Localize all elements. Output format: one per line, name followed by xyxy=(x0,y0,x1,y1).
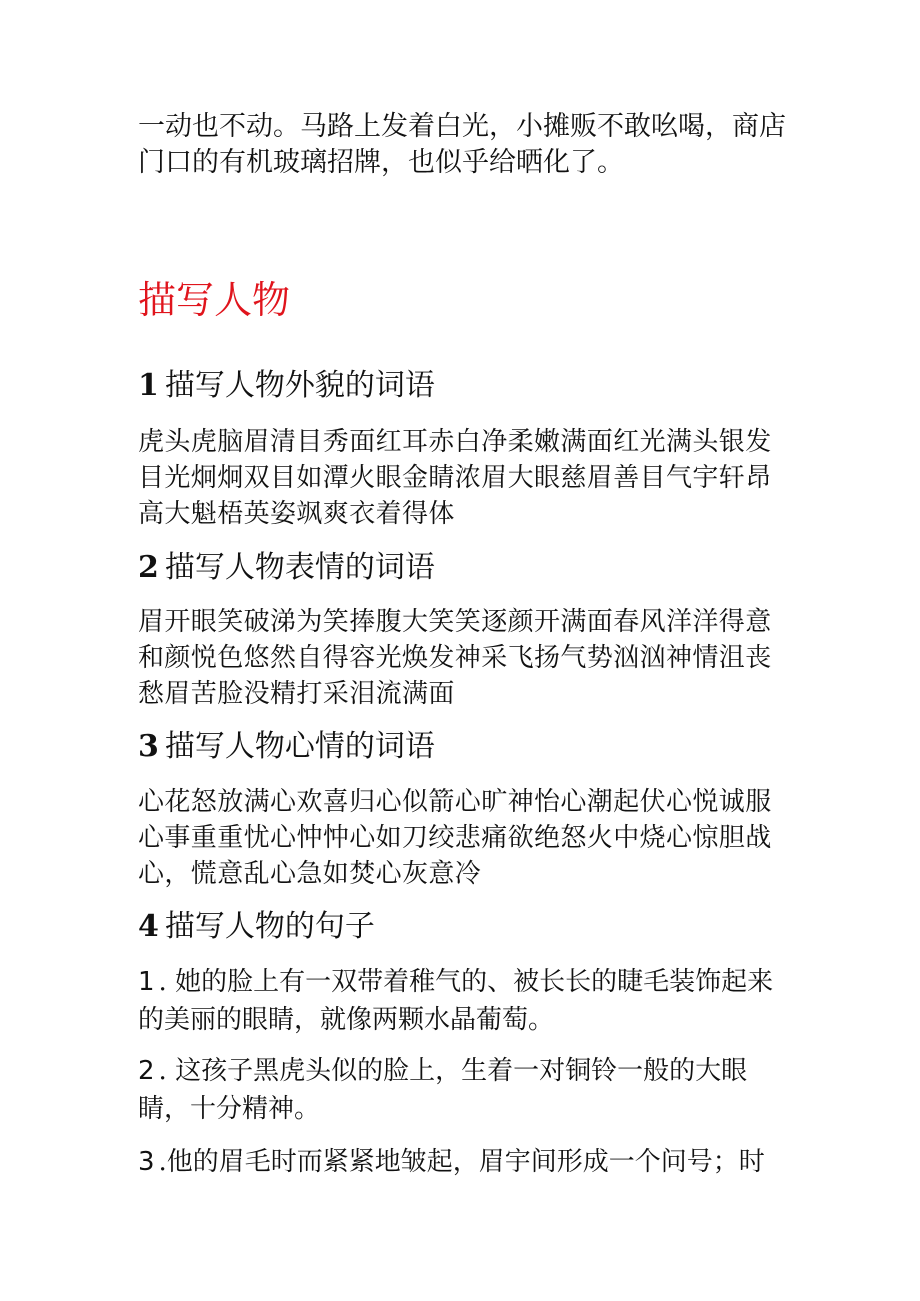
sentence-number: 3 xyxy=(138,1147,155,1177)
subsection-number: 2 xyxy=(138,550,159,585)
subsection-heading-4 xyxy=(138,907,375,947)
sentence-text: .他的眉毛时而紧紧地皱起，眉宇间形成一个问号；时 xyxy=(158,1147,765,1177)
subsection-number: 1 xyxy=(138,368,159,403)
sentence-text: . 她的脸上有一双带着稚气的、被长长的睫毛装饰起来的美丽的眼睛，就像两颗水晶葡萄。 xyxy=(138,967,774,1035)
subsection-number: 3 xyxy=(138,729,159,764)
sentence-number: 2 xyxy=(138,1056,155,1086)
intro-paragraph: 一动也不动。马路上发着白光，小摊贩不敢吆喝，商店门口的有机玻璃招牌，也似乎给晒化了。 xyxy=(138,111,786,178)
subsection-title: 描写人物心情的词语 xyxy=(164,729,435,764)
sentence-item xyxy=(138,1143,788,1181)
word-line: 眉开眼笑破涕为笑捧腹大笑笑逐颜开满面春风洋洋得意 xyxy=(138,607,772,637)
word-line: 愁眉苦脸没精打采泪流满面 xyxy=(138,679,455,709)
subsection-title: 描写人物表情的词语 xyxy=(164,550,435,585)
subsection-heading-3 xyxy=(138,727,435,767)
word-line: 目光炯炯双目如潭火眼金睛浓眉大眼慈眉善目气宇轩昂 xyxy=(138,463,772,493)
sentence-item xyxy=(138,963,788,1039)
subsection-title: 描写人物外貌的词语 xyxy=(164,368,435,403)
word-line: 高大魁梧英姿飒爽衣着得体 xyxy=(138,499,455,529)
sentence-text: . 这孩子黑虎头似的脸上，生着一对铜铃一般的大眼睛，十分精神。 xyxy=(138,1056,748,1124)
sentence-number: 1 xyxy=(138,967,155,997)
subsection-number: 4 xyxy=(138,909,159,944)
word-line: 心，慌意乱心急如焚心灰意冷 xyxy=(138,859,482,889)
word-line: 和颜悦色悠然自得容光焕发神采飞扬气势汹汹神情沮丧 xyxy=(138,643,772,673)
subsection-heading-1 xyxy=(138,366,435,406)
word-list-appearance xyxy=(138,424,788,532)
word-line: 心事重重忧心忡忡心如刀绞悲痛欲绝怒火中烧心惊胆战 xyxy=(138,823,772,853)
subsection-title: 描写人物的句子 xyxy=(164,909,375,944)
word-list-expression xyxy=(138,604,788,712)
subsection-heading-2 xyxy=(138,548,435,588)
word-list-mood xyxy=(138,784,788,892)
word-line: 虎头虎脑眉清目秀面红耳赤白净柔嫩满面红光满头银发 xyxy=(138,427,772,457)
word-line: 心花怒放满心欢喜归心似箭心旷神怡心潮起伏心悦诚服 xyxy=(138,787,772,817)
section-title: 描写人物 xyxy=(138,278,291,322)
sentence-item xyxy=(138,1052,788,1128)
